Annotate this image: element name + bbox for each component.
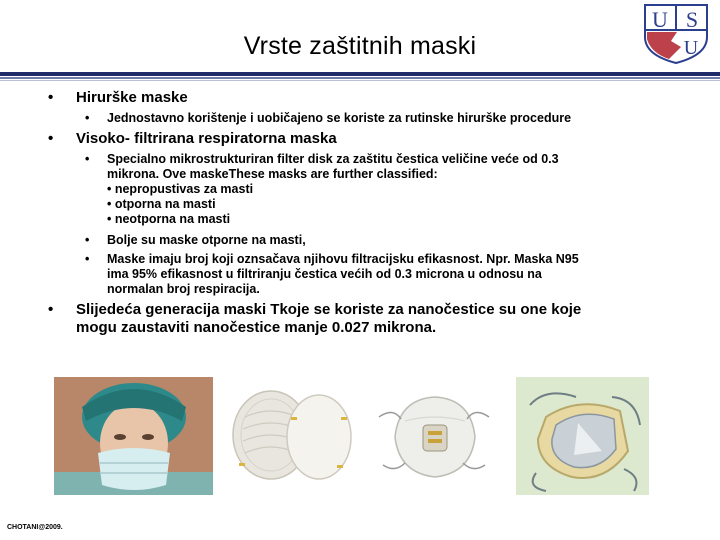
footer-copyright: CHOTANI@2009. xyxy=(7,524,63,531)
bullet-text: Visoko- filtrirana respiratorna maska xyxy=(76,130,337,147)
bullet-line: mogu zaustaviti nanočestice manje 0.027 mikrona. xyxy=(76,319,437,336)
slide-title: Vrste zaštitnih maski xyxy=(243,32,477,60)
sub-bullet-line: normalan broj respiracija. xyxy=(107,282,260,296)
bullet-line: Slijedeća generacija maski Tkoje se koriste za nanočestice su one koje xyxy=(76,301,582,318)
sub-bullet-line: Jednostavno korištenje i uobičajeno se koriste za rutinske hirurške procedure xyxy=(107,111,572,125)
sub-bullet-dot: • xyxy=(85,233,90,247)
sub-bullet-line: Specialno mikrostrukturiran filter disk za zaštitu čestica veličine veće od 0.3 xyxy=(107,152,559,166)
face-mask-photo xyxy=(516,377,649,495)
sub-bullet-line: Maske imaju broj koji oznsačava njihovu filtracijsku efikasnost. Npr. Maska N95 xyxy=(107,252,579,266)
sub-bullet-dot: • xyxy=(85,152,90,166)
bullet-dot: • xyxy=(48,130,54,147)
sub-bullet-line: Bolje su maske otporne na masti, xyxy=(107,233,306,247)
bullet-dot: • xyxy=(48,301,54,318)
logo-letter-2: S xyxy=(685,7,699,32)
sub-bullet-dot: • xyxy=(85,111,90,125)
title-divider xyxy=(0,72,720,76)
sub-bullet-line: • neotporna na masti xyxy=(107,212,231,226)
bullet-text: Hirurške maske xyxy=(76,89,188,106)
university-logo xyxy=(641,3,711,65)
sub-bullet-line: • nepropustivas za masti xyxy=(107,182,254,196)
n95-masks-photo xyxy=(229,377,356,495)
sub-bullet-line: ima 95% efikasnost u filtriranju čestica većih od 0.3 microna u odnosu na xyxy=(107,267,542,281)
bullet-dot: • xyxy=(48,89,54,106)
title-divider-tertiary xyxy=(0,80,720,81)
sub-bullet-line: mikrona. Ove maskeThese masks are further classified: xyxy=(107,167,438,181)
sub-bullet-dot: • xyxy=(85,252,90,266)
surgical-mask-photo xyxy=(54,377,213,495)
logo-letter-1: U xyxy=(652,7,668,32)
title-divider-secondary xyxy=(0,77,720,79)
sub-bullet-line: • otporna na masti xyxy=(107,197,216,211)
logo-letter-3: U xyxy=(683,37,699,59)
valve-respirator-photo xyxy=(375,377,493,495)
